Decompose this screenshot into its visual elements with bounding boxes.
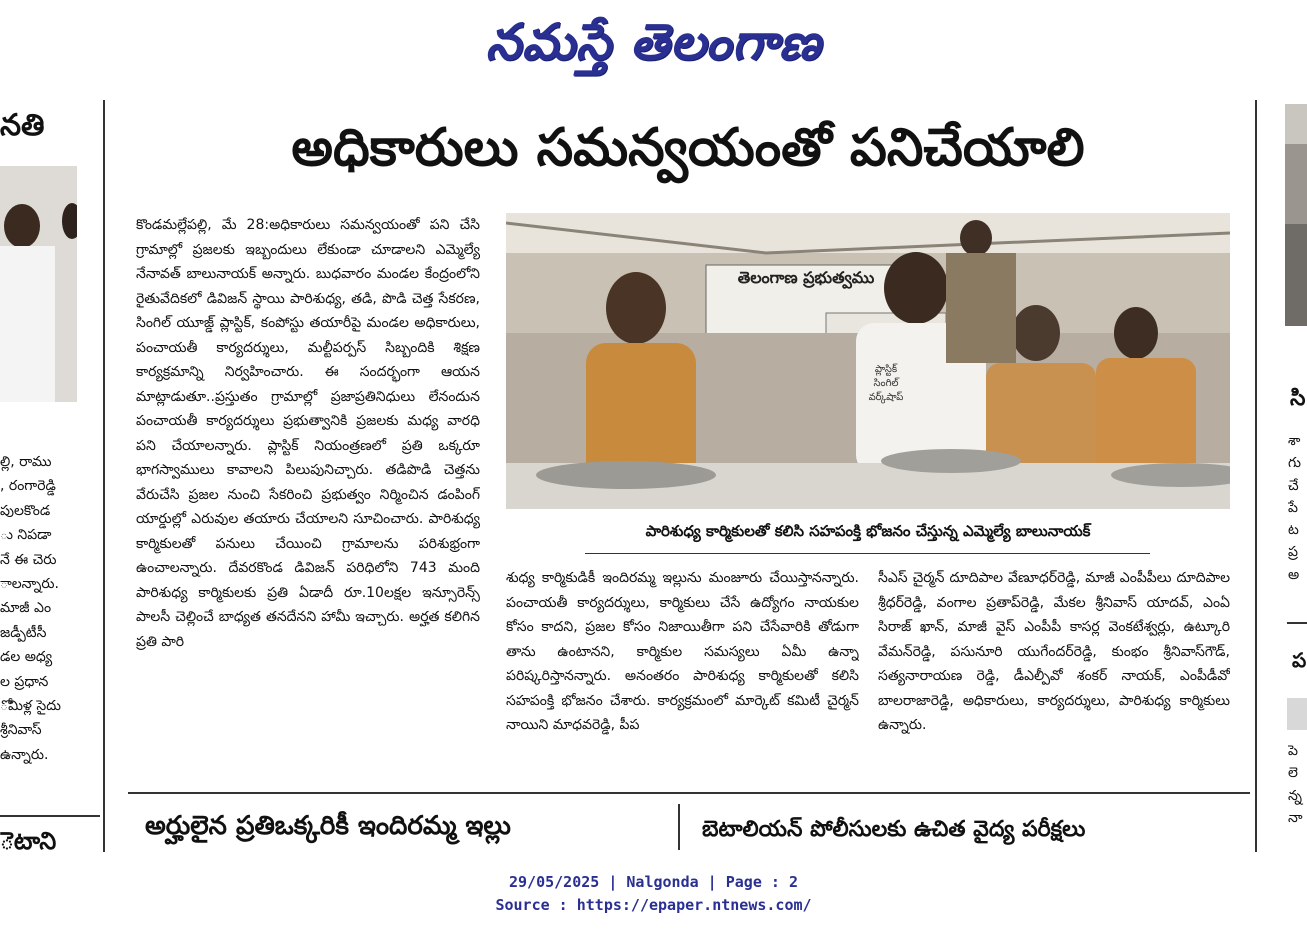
- column-rule-left: [103, 100, 105, 852]
- right-line: నా: [1288, 809, 1303, 826]
- right-line: పే: [1288, 499, 1298, 516]
- left-divider: [0, 815, 100, 817]
- right-line: లె: [1288, 765, 1298, 782]
- article-column-3: [878, 566, 1230, 781]
- article-column-2-text: శుధ్య కార్మికుడికీ ఇందిరమ్మ ఇల్లును మంజూరు చేయిస్తానన్నారు. పంచాయతీ కార్యదర్శులు, కార్మికులు చేసే ఉద్యోగం నాయకుల కోసం కాదని, ప్రజల కోసం నిజాయితీగా పని చేసేవారికి తోడుగా తాను ఉంటానని, కార్మికుల సమస్యలు ఏమీ ఉన్నా పరిష్కరిస్తానన్నారు. అనంతరం పారిశుధ్య కార్మికులతో కలిసి సహపంక్తి భోజనం చేశారు. కార్యక్రమంలో మార్కెట్ కమిటీ చైర్మన్ నాయిని మాధవరెడ్డి, పీప: [506, 570, 859, 733]
- left-line: పులకొండ: [0, 502, 51, 519]
- bottom-headline-left: అర్హులైన ప్రతిఒక్కరికీ ఇందిరమ్మ ఇల్లు: [145, 811, 511, 841]
- left-line: డల అధ్య: [0, 649, 53, 666]
- column-rule-right: [1255, 100, 1257, 852]
- right-line: శా: [1288, 433, 1301, 449]
- left-line: ఉన్నారు.: [0, 746, 49, 763]
- left-column-text: [0, 450, 100, 767]
- left-line: ాలన్నారు.: [0, 576, 59, 593]
- left-line: జడ్పీటీసీ: [0, 624, 47, 641]
- article-column-1: [136, 213, 480, 781]
- left-photo: [0, 166, 77, 402]
- right-grey-box: [1287, 698, 1307, 730]
- photo-caption: పారిశుధ్య కార్మికులతో కలిసి సహపంక్తి భోజనం చేస్తున్న ఎమ్మెల్యే బాలునాయక్: [645, 522, 1091, 540]
- article-photo: [506, 213, 1230, 509]
- right-line: చే: [1288, 477, 1299, 494]
- left-line: నే ఈ చెరు: [0, 551, 57, 568]
- article-column-1-text: కొండమల్లేపల్లి, మే 28:అధికారులు సమన్వయంతో పని చేసి గ్రామాల్లో ప్రజలకు ఇబ్బందులు లేకుండా చూడాలని ఎమ్మెల్యే నేనావత్ బాలునాయక్ అన్నారు. బుధవారం మండల కేంద్రంలోని రైతువేదికలో డివిజన్ స్థాయి పారిశుధ్య, తడి, పొడి చెత్త సేకరణ, సింగిల్ యూజ్డ్ ప్లాస్టిక్, కంపోస్టు తయారీపై మండల అధికారులు, పంచాయతీ కార్యదర్శులు, మల్టీపర్పస్ సిబ్బందికి శిక్షణ కార్యక్రమాన్ని నిర్వహించారు. ఈ సందర్భంగా ఆయన మాట్లాడుతూ..ప్రస్తుతం గ్రామాల్లో ప్రజాప్రతినిధులు లేనందున పంచాయతీ కార్యదర్శులు ప్రభుత్వానికి ప్రజలకు మధ్య వారధి పని చేయాలన్నారు. ప్లాస్టిక్ నియంత్రణలో ప్రతి ఒక్కరూ భాగస్వాములు కావాలని పిలుపునిచ్చారు. తడిపొడి చెత్తను వేరుచేసి ప్రజల నుంచి సేకరించి ప్రభుత్వం నిర్మించిన డంపింగ్ యార్డుల్లో ఎరువుల తయారు చేయాలని సూచించారు. పారిశుధ్య కార్మికులతో పనులు చేయించి గ్రామాలను పరిశుభ్రంగా ఉంచాలన్నారు. దేవరకొండ డివిజన్ పరిధిలోని 743 మంది పారిశుధ్య కార్మికులకు ప్రతి ఏడాదీ రూ.10లక్షల ఇన్సూరెన్స్ పాలసీ చెల్లించే బాధ్యత తనదేనని హామీ ఇచ్చారు. అర్హత కలిగిన ప్రతి పారి: [136, 217, 480, 650]
- left-line: ోమిళ్ల సైదు: [0, 698, 61, 715]
- article-column-2: [506, 566, 859, 781]
- right-line: ట: [1288, 522, 1299, 539]
- footer-date-line: 29/05/2025 | Nalgonda | Page : 2: [509, 873, 798, 891]
- right-line: అ: [1288, 566, 1300, 583]
- photo-board-line: సింగిల్: [873, 378, 899, 389]
- caption-underline: [585, 553, 1150, 554]
- left-bottom-fragment: ెటాని: [0, 827, 57, 855]
- left-line: ల్లి, రాము: [0, 454, 52, 470]
- right-divider: [1287, 622, 1307, 624]
- left-line: ు నిపడా: [0, 527, 52, 544]
- article-column-3-text: సీఎస్ చైర్మన్ దూదిపాల వేణూధర్‌రెడ్డి, మాజీ ఎంపీపీలు దూదిపాల శ్రీధర్‌రెడ్డి, వంగాల ప్రతాప్‌రెడ్డి, మేకల శ్రీనివాస్ యాదవ్, ఎంఏ సిరాజ్ ఖాన్, మాజీ వైస్ ఎంపీపీ కాసర్ల వెంకటేశ్వర్లు, ఉట్కూరి వేమన్‌రెడ్డి, పసునూరి యుగేందర్‌రెడ్డి, కుంభం శ్రీనివాస్‌గౌడ్, సత్యనారాయణ రెడ్డి, డీఎల్పీవో శంకర్ నాయక్, ఎంపీడీవో బాలరాజారెడ్డి, అధికారులు, కార్యదర్శులు, పారిశుధ్య కార్మికులు ఉన్నారు.: [878, 570, 1230, 733]
- left-line: శ్రీనివాస్: [0, 722, 42, 739]
- article-bottom-rule: [128, 792, 1250, 794]
- left-headline-fragment: నతి: [0, 108, 45, 143]
- right-line: గు: [1288, 455, 1302, 472]
- footer-source-link[interactable]: Source : https://epaper.ntnews.com/: [495, 896, 812, 914]
- left-line: మాజీ ఎం: [0, 600, 52, 617]
- photo-banner: తెలంగాణ ప్రభుత్వము: [737, 268, 875, 287]
- photo-board-line: వర్క్‌షాప్: [868, 392, 904, 403]
- article-headline: అధికారులు సమన్వయంతో పనిచేయాలి: [291, 118, 1085, 178]
- photo-illustration: [506, 213, 1230, 509]
- right-line: ప్ర: [1288, 544, 1298, 561]
- bottom-headline-right: బెటాలియన్ పోలీసులకు ఉచిత వైద్య పరీక్షలు: [702, 817, 1086, 842]
- bottom-headline-divider: [678, 804, 680, 850]
- right-column-text-2: [1288, 740, 1307, 829]
- photo-board: [831, 363, 941, 405]
- photo-board-line: ప్లాస్టిక్: [874, 364, 898, 375]
- masthead-title: నమస్తే తెలంగాణ: [485, 13, 822, 71]
- right-line: న్న: [1288, 787, 1302, 804]
- right-photo-strip: [1285, 104, 1307, 326]
- right-heading-fragment: సి: [1290, 386, 1306, 411]
- right-line: పె: [1288, 743, 1298, 759]
- right-heading2-fragment: ప: [1292, 648, 1307, 672]
- right-column-text: [1288, 430, 1307, 586]
- left-line: , రంగారెడ్డి: [0, 478, 56, 495]
- left-line: ల ప్రధాన: [0, 673, 49, 690]
